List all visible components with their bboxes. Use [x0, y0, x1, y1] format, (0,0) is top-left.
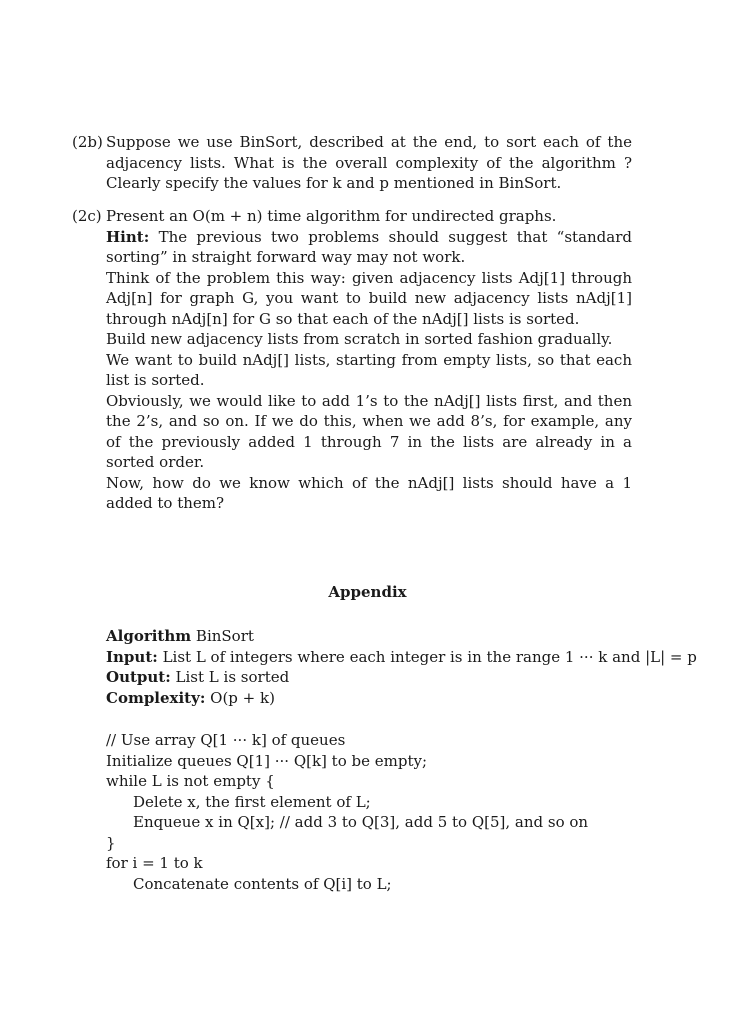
output-text: List L is sorted [175, 668, 290, 686]
input-text: List L of integers where each integer is in the range 1 ··· k and |L| = p [162, 647, 697, 666]
problem-2c-intro: Present an O(m + n) time algorithm for undirected graphs. [106, 207, 557, 225]
code-line: for i = 1 to k [106, 854, 203, 872]
algorithm-label: Algorithm [106, 627, 192, 645]
paragraph-build: Build new adjacency lists from scratch in sorted fashion gradually. [106, 330, 613, 348]
input-label: Input: [106, 647, 158, 666]
paragraph-want: We want to build nAdj[] lists, starting from empty lists, so that each list is sorted. [106, 350, 632, 389]
complexity-text: O(p + k) [210, 688, 275, 707]
paragraph-question: Now, how do we know which of the nAdj[] lists should have a 1 added to them? [106, 473, 632, 512]
problem-2c-number: (2c) [72, 207, 102, 225]
algorithm-name: BinSort [195, 627, 254, 645]
problem-2b-text: Suppose we use BinSort, described at the end, to sort each of the adjacency lists. What is the overall complexity of the algorithm ? Clearly specify the values for k and p mentioned in BinSort. [106, 133, 632, 192]
code-line: } [106, 833, 116, 852]
hint-paragraph [106, 227, 632, 268]
output-line [106, 667, 726, 688]
hint-label: Hint: [106, 227, 150, 246]
input-line [106, 647, 726, 668]
complexity-line [106, 688, 726, 709]
problem-2b-number: (2b) [72, 133, 103, 151]
code-line: while L is not empty { [106, 772, 275, 790]
hint-text: The previous two problems should suggest that “standard sorting” in straight forward way may not work. [106, 227, 632, 266]
code-line: Delete x, the first element of L; [133, 792, 371, 811]
problem-2b [72, 132, 632, 194]
paragraph-obviously: Obviously, we would like to add 1’s to the nAdj[] lists first, and then the 2’s, and so on. If we do this, when we add 8’s, for example, any of the previously added 1 through 7 in the lists are already in a sorted order. [106, 391, 632, 471]
paragraph-think: Think of the problem this way: given adjacency lists Adj[1] through Adj[n] for graph G, you want to build new adjacency lists nAdj[1] through nAdj[n] for G so that each of the nAdj[] lists is sorted. [106, 268, 632, 328]
algorithm-line [106, 626, 726, 647]
code-line: Initialize queues Q[1] ··· Q[k] to be empty; [106, 751, 428, 770]
appendix-heading: Appendix [328, 583, 407, 601]
problem-2c [72, 206, 632, 514]
pseudocode-block [106, 730, 726, 894]
complexity-label: Complexity: [106, 688, 206, 707]
code-line: Concatenate contents of Q[i] to L; [133, 874, 392, 893]
code-line: // Use array Q[1 ··· k] of queues [106, 731, 346, 749]
algorithm-spec [106, 626, 726, 708]
output-label: Output: [106, 668, 171, 686]
code-line: Enqueue x in Q[x]; // add 3 to Q[3], add 5 to Q[5], and so on [133, 813, 589, 831]
